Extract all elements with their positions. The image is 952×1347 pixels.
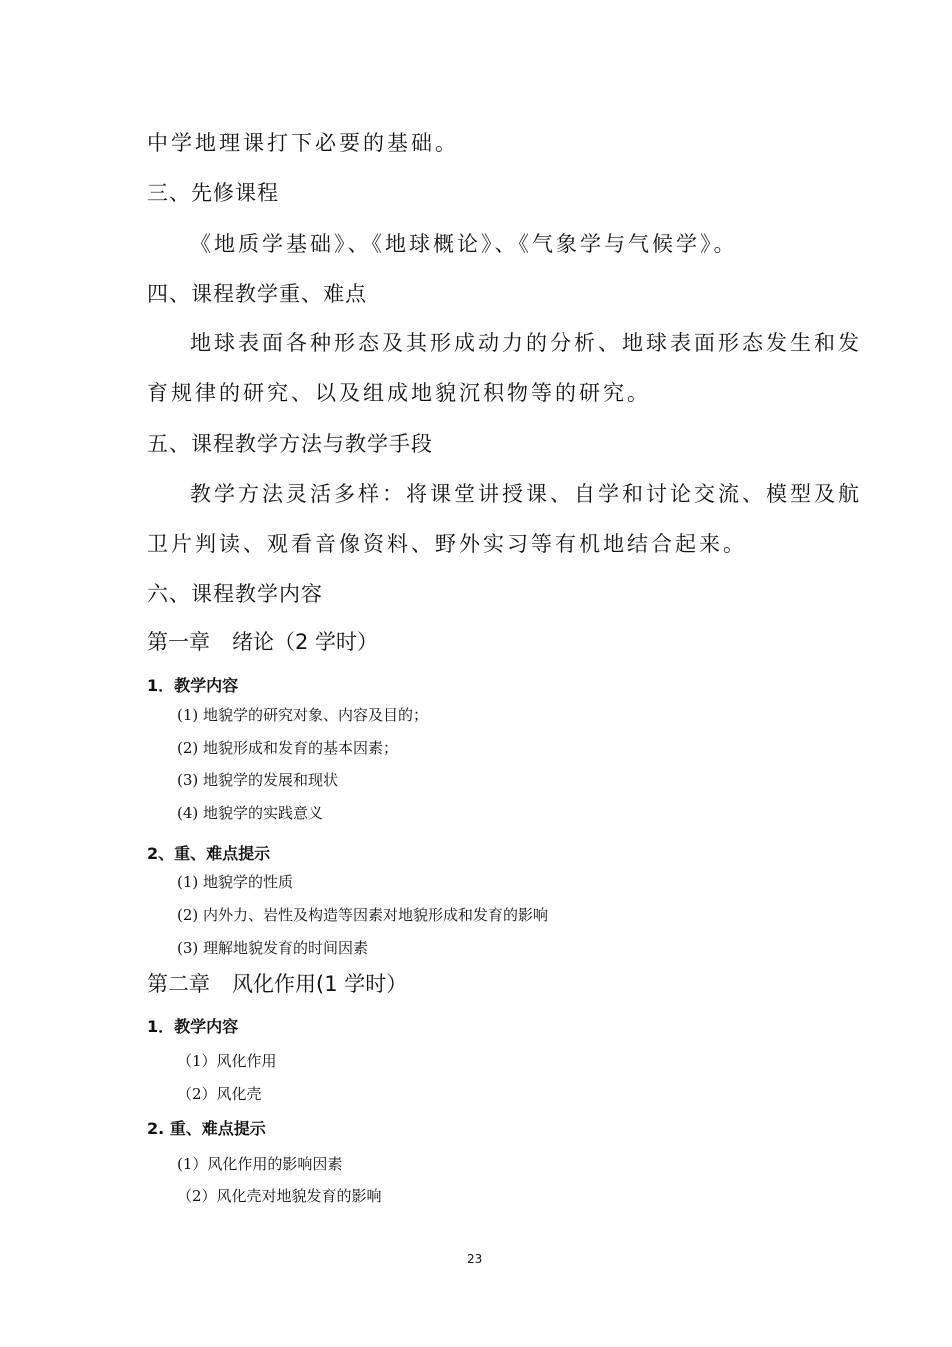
subheading-content: 1．教学内容 [147, 676, 239, 695]
paragraph-line: 中学地理课打下必要的基础。 [147, 131, 459, 155]
paragraph-line: 卫片判读、观看音像资料、野外实习等有机地结合起来。 [147, 532, 747, 556]
list-item: (2) 地貌形成和发育的基本因素； [177, 739, 399, 757]
chapter-title: 绪论（2 学时） [232, 630, 379, 654]
subheading-content: 1．教学内容 [147, 1017, 239, 1036]
list-item: (3) 理解地貌发育的时间因素 [177, 939, 369, 957]
subheading-keypoints: 2、重、难点提示 [147, 844, 271, 863]
paragraph-line: 地球表面各种形态及其形成动力的分析、地球表面形态发生和发 [190, 331, 862, 355]
list-item: (2) 内外力、岩性及构造等因素对地貌形成和发育的影响 [177, 906, 549, 924]
list-item: （2）风化壳对地貌发育的影响 [177, 1187, 382, 1205]
section-heading-key-difficult-points: 四、课程教学重、难点 [147, 282, 367, 306]
section-heading-teaching-content: 六、课程教学内容 [147, 582, 323, 606]
list-item: (3) 地貌学的发展和现状 [177, 771, 339, 789]
list-item: (1) 地貌学的性质 [177, 873, 294, 891]
list-item: （1）风化作用 [177, 1052, 277, 1070]
list-item: (4) 地貌学的实践意义 [177, 804, 324, 822]
chapter-heading [147, 968, 407, 998]
chapter-heading [147, 626, 378, 656]
chapter-label: 第二章 [147, 972, 210, 996]
chapter-label: 第一章 [147, 630, 210, 654]
list-item: (1）风化作用的影响因素 [177, 1155, 343, 1173]
subheading-keypoints: 2. 重、难点提示 [147, 1119, 266, 1138]
paragraph-line: 育规律的研究、以及组成地貌沉积物等的研究。 [147, 381, 651, 405]
page-number: 23 [467, 1252, 483, 1266]
list-item: （2）风化壳 [177, 1085, 262, 1103]
paragraph-prerequisites: 《地质学基础》、《地球概论》、《气象学与气候学》。 [190, 232, 738, 256]
section-heading-prerequisites: 三、先修课程 [147, 181, 279, 205]
paragraph-line: 教学方法灵活多样：将课堂讲授课、自学和讨论交流、模型及航 [190, 482, 862, 506]
section-heading-teaching-methods: 五、课程教学方法与教学手段 [147, 432, 433, 456]
list-item: (1) 地貌学的研究对象、内容及目的； [177, 706, 429, 724]
chapter-title: 风化作用(1 学时） [232, 972, 408, 996]
